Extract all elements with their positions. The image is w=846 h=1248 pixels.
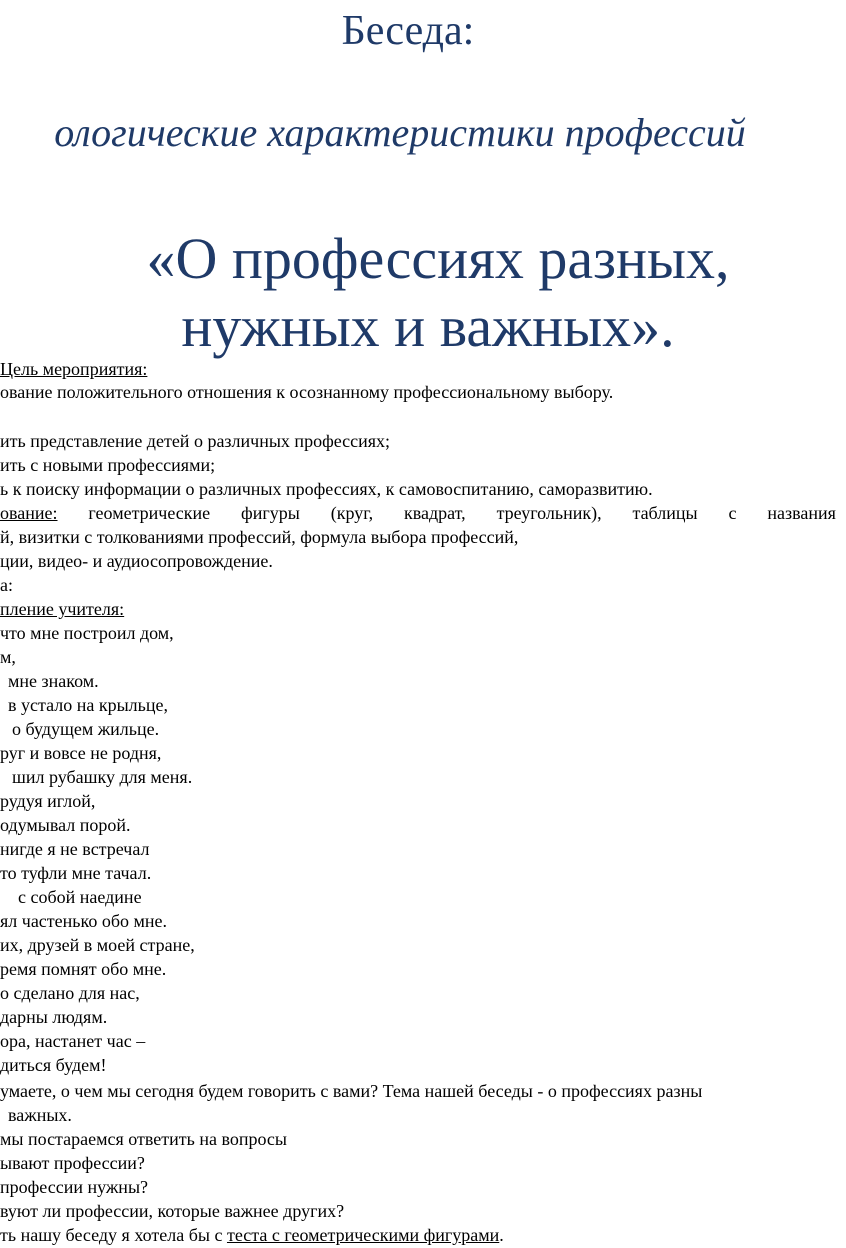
poem-line: диться будем! bbox=[0, 1055, 107, 1075]
text-line: ывают профессии? bbox=[0, 1153, 145, 1173]
text-line bbox=[0, 1224, 504, 1246]
poem-line: о сделано для нас, bbox=[0, 983, 140, 1003]
poem-line: мне знаком. bbox=[8, 671, 99, 691]
poem-line: в устало на крыльце, bbox=[8, 695, 168, 715]
poem-line: с собой наедине bbox=[18, 887, 142, 907]
goal-heading: Цель мероприятия: bbox=[0, 359, 148, 379]
teacher-heading: пление учителя: bbox=[0, 599, 125, 619]
poem-line: рудуя иглой, bbox=[0, 791, 96, 811]
word: квадрат, bbox=[403, 503, 466, 523]
poem-line: одумывал порой. bbox=[0, 815, 131, 835]
poem-line: их, друзей в моей стране, bbox=[0, 935, 195, 955]
text-line: мы постараемся ответить на вопросы bbox=[0, 1129, 288, 1149]
word: названия bbox=[767, 503, 836, 523]
word: геометрические bbox=[88, 503, 211, 523]
poem-line: ремя помнят обо мне. bbox=[0, 959, 167, 979]
text-line: вуют ли профессии, которые важнее других? bbox=[0, 1201, 345, 1221]
word: с bbox=[728, 503, 737, 523]
word: (круг, bbox=[330, 503, 374, 523]
poem-line: дарны людям. bbox=[0, 1007, 108, 1027]
poem-line: м, bbox=[0, 647, 16, 667]
poem-line: ора, настанет час – bbox=[0, 1031, 146, 1051]
title-line-1: Беседа: bbox=[341, 8, 475, 54]
title-line-4: нужных и важных». bbox=[181, 294, 675, 359]
text-line: профессии нужны? bbox=[0, 1177, 149, 1197]
poem-line: что мне построил дом, bbox=[0, 623, 174, 643]
equipment-label: ование: bbox=[0, 503, 58, 523]
text-line: ование положительного отношения к осознанному профессиональному выбору. bbox=[0, 382, 614, 402]
word: фигуры bbox=[241, 503, 300, 523]
text-line: важных. bbox=[8, 1105, 72, 1125]
text-fragment: . bbox=[499, 1225, 504, 1245]
title-line-3: «О профессиях разных, bbox=[146, 226, 730, 291]
text-line: умаете, о чем мы сегодня будем говорить с вами? Тема нашей беседы - о профессиях разны bbox=[0, 1081, 703, 1101]
word: таблицы bbox=[632, 503, 698, 523]
title-line-2: ологические характеристики профессий bbox=[54, 110, 746, 155]
geometric-test-link: теста с геометрическими фигурами bbox=[226, 1225, 500, 1245]
poem-line: шил рубашку для меня. bbox=[12, 767, 193, 787]
poem-line: руг и вовсе не родня, bbox=[0, 743, 162, 763]
text-line: ции, видео- и аудиосопровождение. bbox=[0, 551, 273, 571]
text-fragment: ть нашу беседу я хотела бы с bbox=[0, 1225, 227, 1245]
word: треугольник), bbox=[496, 503, 602, 523]
equipment-line bbox=[0, 502, 836, 524]
poem-line: нигде я не встречал bbox=[0, 839, 150, 859]
text-line: а: bbox=[0, 575, 13, 595]
poem-line: о будущем жильце. bbox=[12, 719, 160, 739]
text-line: ь к поиску информации о различных профессиях, к самовоспитанию, саморазвитию. bbox=[0, 479, 653, 499]
text-line: ить представление детей о различных профессиях; bbox=[0, 431, 391, 451]
poem-line: ял частенько обо мне. bbox=[0, 911, 167, 931]
poem-line: то туфли мне тачал. bbox=[0, 863, 152, 883]
text-line: ить с новыми профессиями; bbox=[0, 455, 216, 475]
text-line: й, визитки с толкованиями профессий, формула выбора профессий, bbox=[0, 527, 519, 547]
